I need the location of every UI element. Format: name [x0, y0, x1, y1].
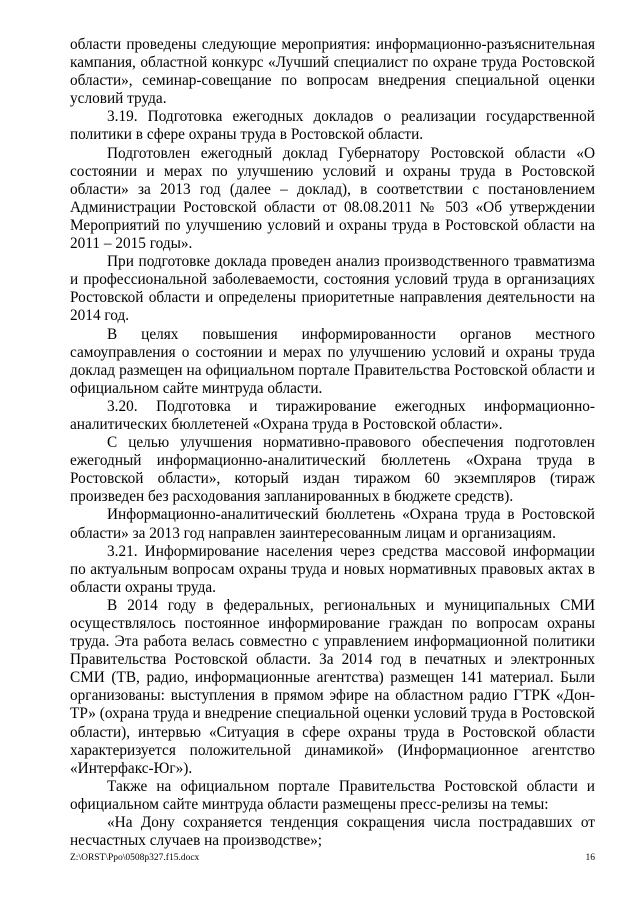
paragraph: При подготовке доклада проведен анализ производственного травматизма и профессиональной заболеваемости, состояния условий труда в организациях Ростовской области и определены приоритетные направления деятельности на 2014 год. [70, 253, 595, 325]
paragraph: 3.19. Подготовка ежегодных докладов о реализации государственной политики в сфере охраны труда в Ростовской области. [70, 108, 595, 144]
document-body [70, 36, 595, 850]
paragraph: Также на официальном портале Правительства Ростовской области и официальном сайте минтруда области размещены пресс-релизы на темы: [70, 777, 595, 813]
paragraph: Информационно-аналитический бюллетень «Охрана труда в Ростовской области» за 2013 год направлен заинтересованным лицам и организациям. [70, 506, 595, 542]
paragraph: В 2014 году в федеральных, региональных и муниципальных СМИ осуществлялось постоянное информирование граждан по вопросам охраны труда. Эта работа велась совместно с управлением информационной политики Правительства Ростовской области. За 2014 год в печатных и электронных СМИ (ТВ, радио, информационные агентства) размещен 141 материал. Были организованы: выступления в прямом эфире на областном радио ГТРК «Дон-ТР» (охрана труда и внедрение специальной оценки условий труда в Ростовской области), интервью «Ситуация в сфере охраны труда в Ростовской области характеризуется положительной динамикой» (Информационное агентство «Интерфакс-Юг»). [70, 596, 595, 777]
paragraph: области проведены следующие мероприятия: информационно-разъяснительная кампания, областной конкурс «Лучший специалист по охране труда Ростовской области», семинар-совещание по вопросам внедрения специальной оценки условий труда. [70, 36, 595, 108]
paragraph: 3.20. Подготовка и тиражирование ежегодных информационно-аналитических бюллетеней «Охрана труда в Ростовской области». [70, 397, 595, 433]
paragraph: 3.21. Информирование населения через средства массовой информации по актуальным вопросам охраны труда и новых нормативных правовых актах в области охраны труда. [70, 542, 595, 596]
file-path: Z:\ORST\Ppo\0508p327.f15.docx [70, 853, 200, 863]
paragraph: В целях повышения информированности органов местного самоуправления о состоянии и мерах по улучшению условий и охраны труда доклад размещен на официальном портале Правительства Ростовской области и официальном сайте минтруда области. [70, 325, 595, 397]
paragraph: С целью улучшения нормативно-правового обеспечения подготовлен ежегодный информационно-аналитический бюллетень «Охрана труда в Ростовской области», который издан тиражом 60 экземпляров (тираж произведен без расходования запланированных в бюджете средств). [70, 434, 595, 506]
page-number: 16 [585, 853, 595, 863]
paragraph: «На Дону сохраняется тенденция сокращения числа пострадавших от несчастных случаев на производстве»; [70, 814, 595, 850]
paragraph: Подготовлен ежегодный доклад Губернатору Ростовской области «О состоянии и мерах по улучшению условий и охраны труда в Ростовской области» за 2013 год (далее – доклад), в соответствии с постановлением Администрации Ростовской области от 08.08.2011 № 503 «Об утверждении Мероприятий по улучшению условий и охраны труда в Ростовской области на 2011 – 2015 годы». [70, 144, 595, 253]
